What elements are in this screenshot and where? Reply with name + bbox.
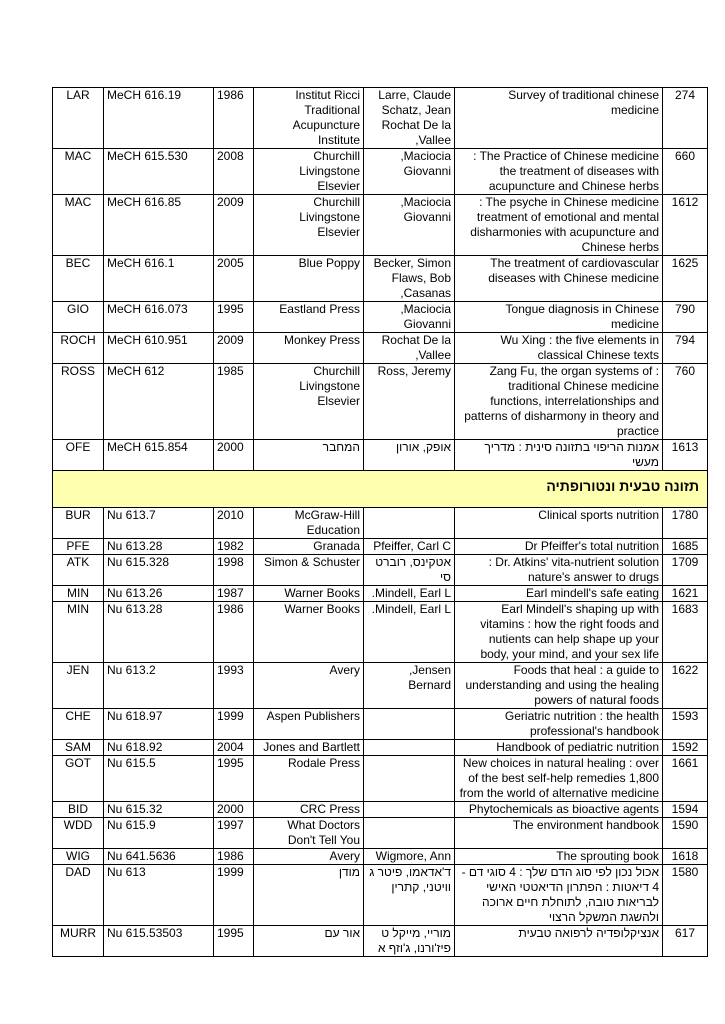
publisher-cell: What Doctors Don't Tell You	[254, 818, 364, 849]
publisher-cell: Avery	[254, 849, 364, 865]
year-cell: 2005	[214, 256, 254, 302]
author-code-cell: MAC	[53, 149, 104, 195]
year-cell: 1998	[214, 555, 254, 586]
author-cell: ,Jensen Bernard	[364, 663, 455, 709]
table-row	[53, 740, 708, 756]
year-cell: 1995	[214, 926, 254, 957]
author-code-cell: WDD	[53, 818, 104, 849]
call-number-cell: Nu 615.9	[104, 818, 214, 849]
table-row	[53, 818, 708, 849]
author-code-cell: PFE	[53, 539, 104, 555]
record-id-cell: 1580	[663, 865, 708, 926]
year-cell: 1986	[214, 849, 254, 865]
record-id-cell: 1593	[663, 709, 708, 740]
author-cell: אטקינס, רוברט סי	[364, 555, 455, 586]
year-cell: 2010	[214, 508, 254, 539]
record-id-cell: 790	[663, 302, 708, 333]
author-cell: ,Maciocia Giovanni	[364, 195, 455, 256]
call-number-cell: Nu 613.2	[104, 663, 214, 709]
record-id-cell: 1625	[663, 256, 708, 302]
call-number-cell: Nu 615.53503	[104, 926, 214, 957]
title-cell: Earl Mindell's shaping up with vitamins : how the right foods and nutients can help shape up your body, your mind, and your sex life	[455, 602, 663, 663]
author-code-cell: MAC	[53, 195, 104, 256]
table-row	[53, 88, 708, 149]
author-code-cell: GOT	[53, 756, 104, 802]
record-id-cell: 1592	[663, 740, 708, 756]
author-cell	[364, 756, 455, 802]
table-row	[53, 709, 708, 740]
title-cell: Dr Pfeiffer's total nutrition	[455, 539, 663, 555]
call-number-cell: MeCH 616.073	[104, 302, 214, 333]
table-row	[53, 926, 708, 957]
author-cell	[364, 802, 455, 818]
author-cell	[364, 709, 455, 740]
record-id-cell: 1590	[663, 818, 708, 849]
author-code-cell: ROCH	[53, 333, 104, 364]
author-code-cell: CHE	[53, 709, 104, 740]
author-cell: ,Maciocia Giovanni	[364, 149, 455, 195]
title-cell: : Dr. Atkins' vita-nutrient solution nature's answer to drugs	[455, 555, 663, 586]
section-heading-row	[53, 471, 708, 508]
year-cell: 1986	[214, 88, 254, 149]
record-id-cell: 1661	[663, 756, 708, 802]
publisher-cell: Churchill Livingstone Elsevier	[254, 364, 364, 440]
publisher-cell: Avery	[254, 663, 364, 709]
year-cell: 1982	[214, 539, 254, 555]
year-cell: 2000	[214, 802, 254, 818]
call-number-cell: Nu 641.5636	[104, 849, 214, 865]
author-code-cell: BEC	[53, 256, 104, 302]
author-code-cell: OFE	[53, 440, 104, 471]
year-cell: 1999	[214, 865, 254, 926]
table-row	[53, 149, 708, 195]
author-code-cell: MIN	[53, 586, 104, 602]
call-number-cell: Nu 618.97	[104, 709, 214, 740]
call-number-cell: Nu 613.26	[104, 586, 214, 602]
table-row	[53, 663, 708, 709]
publisher-cell: המחבר	[254, 440, 364, 471]
publisher-cell: Monkey Press	[254, 333, 364, 364]
record-id-cell: 794	[663, 333, 708, 364]
year-cell: 1986	[214, 602, 254, 663]
record-id-cell: 1683	[663, 602, 708, 663]
table-row	[53, 849, 708, 865]
year-cell: 1987	[214, 586, 254, 602]
publisher-cell: מודן	[254, 865, 364, 926]
year-cell: 1995	[214, 756, 254, 802]
table-row	[53, 195, 708, 256]
publisher-cell: McGraw-Hill Education	[254, 508, 364, 539]
title-cell: אכול נכון לפי סוג הדם שלך : 4 סוגי דם - 4 דיאטות : הפתרון הדיאטטי האישי לבריאות טובה, לתוחלת חיים ארוכה ולהשגת המשקל הרצוי	[455, 865, 663, 926]
author-cell: ד'אדאמו, פיטר ג וויטני, קתרין	[364, 865, 455, 926]
author-cell: Larre, Claude Schatz, Jean Rochat De la ,Vallee	[364, 88, 455, 149]
record-id-cell: 617	[663, 926, 708, 957]
call-number-cell: Nu 615.32	[104, 802, 214, 818]
table-row	[53, 555, 708, 586]
year-cell: 2009	[214, 333, 254, 364]
call-number-cell: Nu 615.328	[104, 555, 214, 586]
year-cell: 1993	[214, 663, 254, 709]
publisher-cell: Aspen Publishers	[254, 709, 364, 740]
author-code-cell: WIG	[53, 849, 104, 865]
call-number-cell: Nu 613	[104, 865, 214, 926]
catalog-sheet	[52, 87, 707, 957]
book-catalog-table	[52, 87, 708, 957]
record-id-cell: 1622	[663, 663, 708, 709]
publisher-cell: Blue Poppy	[254, 256, 364, 302]
call-number-cell: Nu 613.28	[104, 539, 214, 555]
author-cell: Becker, Simon Flaws, Bob ,Casanas	[364, 256, 455, 302]
year-cell: 2009	[214, 195, 254, 256]
record-id-cell: 760	[663, 364, 708, 440]
title-cell: The sprouting book	[455, 849, 663, 865]
publisher-cell: Granada	[254, 539, 364, 555]
author-cell: Pfeiffer, Carl C	[364, 539, 455, 555]
author-cell: מוריי, מייקל ט פיז'ורנו, ג'וזף א	[364, 926, 455, 957]
author-cell: Wigmore, Ann	[364, 849, 455, 865]
author-code-cell: BID	[53, 802, 104, 818]
author-cell	[364, 740, 455, 756]
call-number-cell: Nu 615.5	[104, 756, 214, 802]
publisher-cell: Churchill Livingstone Elsevier	[254, 149, 364, 195]
record-id-cell: 1780	[663, 508, 708, 539]
author-cell	[364, 818, 455, 849]
title-cell: Phytochemicals as bioactive agents	[455, 802, 663, 818]
title-cell: : The Practice of Chinese medicine the treatment of diseases with acupuncture and Chinese herbs	[455, 149, 663, 195]
record-id-cell: 1618	[663, 849, 708, 865]
author-cell: Ross, Jeremy	[364, 364, 455, 440]
record-id-cell: 660	[663, 149, 708, 195]
table-row	[53, 508, 708, 539]
title-cell: Foods that heal : a guide to understanding and using the healing powers of natural foods	[455, 663, 663, 709]
title-cell: Survey of traditional chinese medicine	[455, 88, 663, 149]
table-row	[53, 440, 708, 471]
call-number-cell: MeCH 616.1	[104, 256, 214, 302]
year-cell: 1985	[214, 364, 254, 440]
section-heading: תזונה טבעית ונטורופתיה	[53, 471, 708, 508]
publisher-cell: Simon & Schuster	[254, 555, 364, 586]
table-row	[53, 802, 708, 818]
call-number-cell: Nu 613.7	[104, 508, 214, 539]
table-row	[53, 333, 708, 364]
author-code-cell: DAD	[53, 865, 104, 926]
table-row	[53, 364, 708, 440]
author-code-cell: MURR	[53, 926, 104, 957]
title-cell: אמנות הריפוי בתזונה סינית : מדריך מעשי	[455, 440, 663, 471]
call-number-cell: MeCH 610.951	[104, 333, 214, 364]
title-cell: אנציקלופדיה לרפואה טבעית	[455, 926, 663, 957]
publisher-cell: CRC Press	[254, 802, 364, 818]
record-id-cell: 1612	[663, 195, 708, 256]
author-code-cell: GIO	[53, 302, 104, 333]
publisher-cell: Rodale Press	[254, 756, 364, 802]
publisher-cell: אור עם	[254, 926, 364, 957]
year-cell: 1997	[214, 818, 254, 849]
publisher-cell: Eastland Press	[254, 302, 364, 333]
call-number-cell: MeCH 615.854	[104, 440, 214, 471]
title-cell: Geriatric nutrition : the health professional's handbook	[455, 709, 663, 740]
record-id-cell: 274	[663, 88, 708, 149]
author-code-cell: SAM	[53, 740, 104, 756]
author-cell: אופק, אורון	[364, 440, 455, 471]
year-cell: 2000	[214, 440, 254, 471]
title-cell: Wu Xing : the five elements in classical Chinese texts	[455, 333, 663, 364]
record-id-cell: 1709	[663, 555, 708, 586]
title-cell: The environment handbook	[455, 818, 663, 849]
call-number-cell: MeCH 615.530	[104, 149, 214, 195]
record-id-cell: 1621	[663, 586, 708, 602]
table-row	[53, 602, 708, 663]
author-code-cell: JEN	[53, 663, 104, 709]
title-cell: Clinical sports nutrition	[455, 508, 663, 539]
call-number-cell: MeCH 616.85	[104, 195, 214, 256]
author-cell: .Mindell, Earl L	[364, 602, 455, 663]
author-code-cell: BUR	[53, 508, 104, 539]
year-cell: 2004	[214, 740, 254, 756]
table-row	[53, 539, 708, 555]
year-cell: 1995	[214, 302, 254, 333]
publisher-cell: Warner Books	[254, 602, 364, 663]
call-number-cell: MeCH 612	[104, 364, 214, 440]
table-row	[53, 256, 708, 302]
call-number-cell: Nu 618.92	[104, 740, 214, 756]
title-cell: Earl mindell's safe eating	[455, 586, 663, 602]
author-cell: .Mindell, Earl L	[364, 586, 455, 602]
author-cell	[364, 508, 455, 539]
publisher-cell: Institut Ricci Traditional Acupuncture Institute	[254, 88, 364, 149]
title-cell: Tongue diagnosis in Chinese medicine	[455, 302, 663, 333]
record-id-cell: 1594	[663, 802, 708, 818]
author-code-cell: MIN	[53, 602, 104, 663]
title-cell: New choices in natural healing : over of the best self-help remedies 1,800 from the world of alternative medicine	[455, 756, 663, 802]
table-row	[53, 586, 708, 602]
title-cell: The treatment of cardiovascular diseases with Chinese medicine	[455, 256, 663, 302]
table-row	[53, 302, 708, 333]
author-cell: ,Maciocia Giovanni	[364, 302, 455, 333]
title-cell: Handbook of pediatric nutrition	[455, 740, 663, 756]
table-row	[53, 865, 708, 926]
publisher-cell: Churchill Livingstone Elsevier	[254, 195, 364, 256]
year-cell: 2008	[214, 149, 254, 195]
author-code-cell: ATK	[53, 555, 104, 586]
title-cell: Zang Fu, the organ systems of : traditional Chinese medicine functions, interrelationships and patterns of disharmony in theory and practice	[455, 364, 663, 440]
author-code-cell: LAR	[53, 88, 104, 149]
year-cell: 1999	[214, 709, 254, 740]
call-number-cell: Nu 613.28	[104, 602, 214, 663]
record-id-cell: 1685	[663, 539, 708, 555]
author-cell: Rochat De la ,Vallee	[364, 333, 455, 364]
call-number-cell: MeCH 616.19	[104, 88, 214, 149]
publisher-cell: Jones and Bartlett	[254, 740, 364, 756]
publisher-cell: Warner Books	[254, 586, 364, 602]
title-cell: : The psyche in Chinese medicine treatment of emotional and mental disharmonies with acupuncture and Chinese herbs	[455, 195, 663, 256]
table-row	[53, 756, 708, 802]
record-id-cell: 1613	[663, 440, 708, 471]
author-code-cell: ROSS	[53, 364, 104, 440]
